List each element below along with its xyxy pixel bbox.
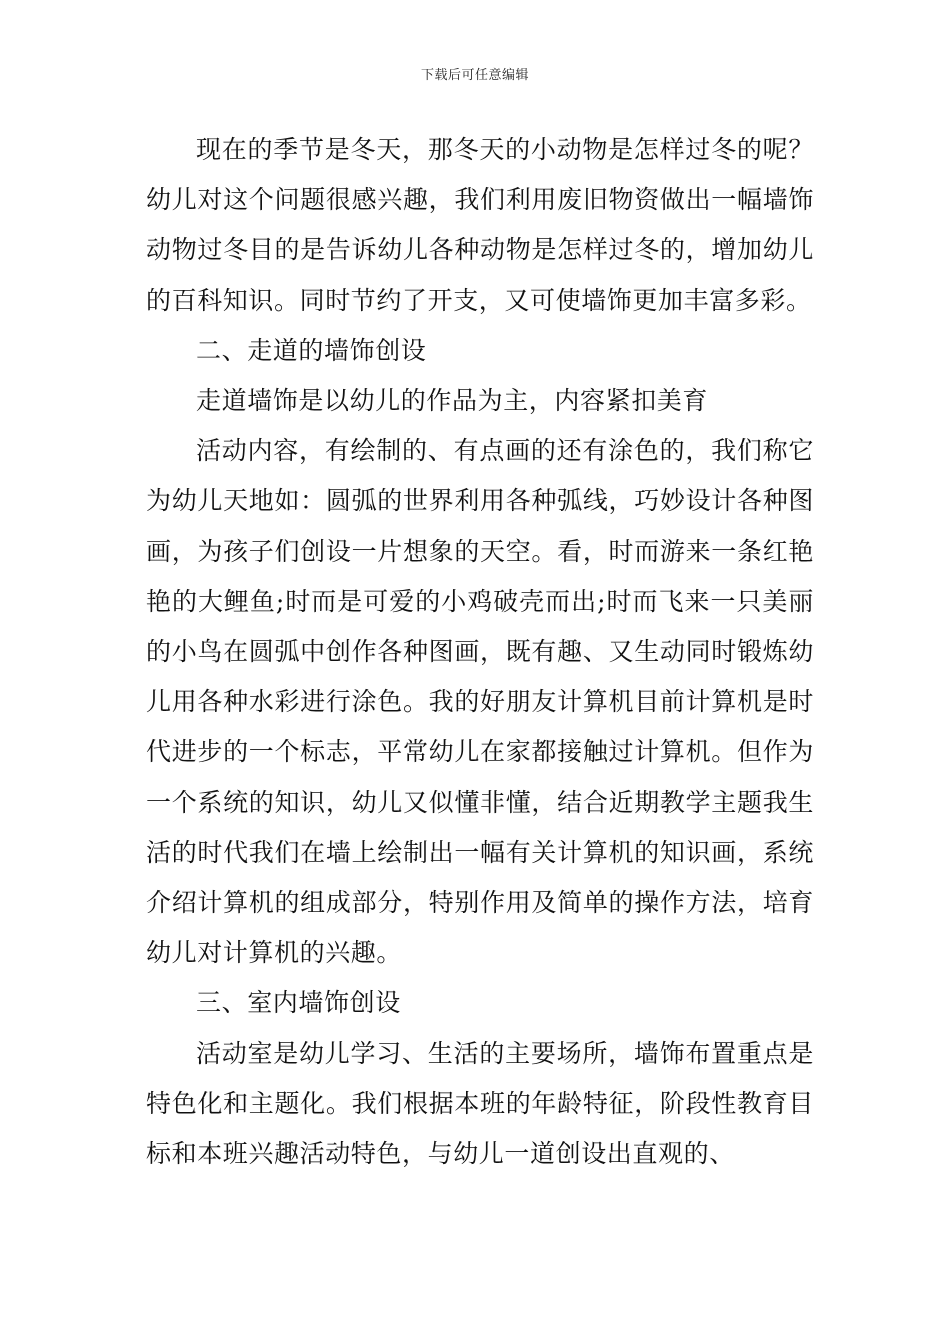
- paragraph-indoor: 活动室是幼儿学习、生活的主要场所，墙饰布置重点是特色化和主题化。我们根据本班的年龄特征，阶段性教育目标和本班兴趣活动特色，与幼儿一道创设出直观的、: [146, 1038, 814, 1169]
- section-heading-indoor: 三、室内墙饰创设: [196, 988, 401, 1018]
- page-header: 下载后可任意编辑: [420, 68, 529, 83]
- paragraph-corridor-intro: 走道墙饰是以幼儿的作品为主，内容紧扣美育: [196, 386, 709, 416]
- paragraph-winter-animals: 现在的季节是冬天，那冬天的小动物是怎样过冬的呢？幼儿对这个问题很感兴趣，我们利用废旧物资做出一幅墙饰动物过冬目的是告诉幼儿各种动物是怎样过冬的，增加幼儿的百科知识。同时节约了开支，又可使墙饰更加丰富多彩。: [146, 135, 814, 315]
- section-heading-corridor: 二、走道的墙饰创设: [196, 335, 427, 365]
- document-body: [146, 125, 814, 1179]
- paragraph-corridor-activities: 活动内容，有绘制的、有点画的还有涂色的，我们称它为幼儿天地如：圆弧的世界利用各种弧线，巧妙设计各种图画，为孩子们创设一片想象的天空。看，时而游来一条红艳艳的大鲤鱼;时而是可爱的小鸡破壳而出;时而飞来一只美丽的小鸟在圆弧中创作各种图画，既有趣、又生动同时锻炼幼儿用各种水彩进行涂色。我的好朋友计算机目前计算机是时代进步的一个标志，平常幼儿在家都接触过计算机。但作为一个系统的知识，幼儿又似懂非懂，结合近期教学主题我生活的时代我们在墙上绘制出一幅有关计算机的知识画，系统介绍计算机的组成部分，特别作用及简单的操作方法，培育幼儿对计算机的兴趣。: [146, 436, 814, 968]
